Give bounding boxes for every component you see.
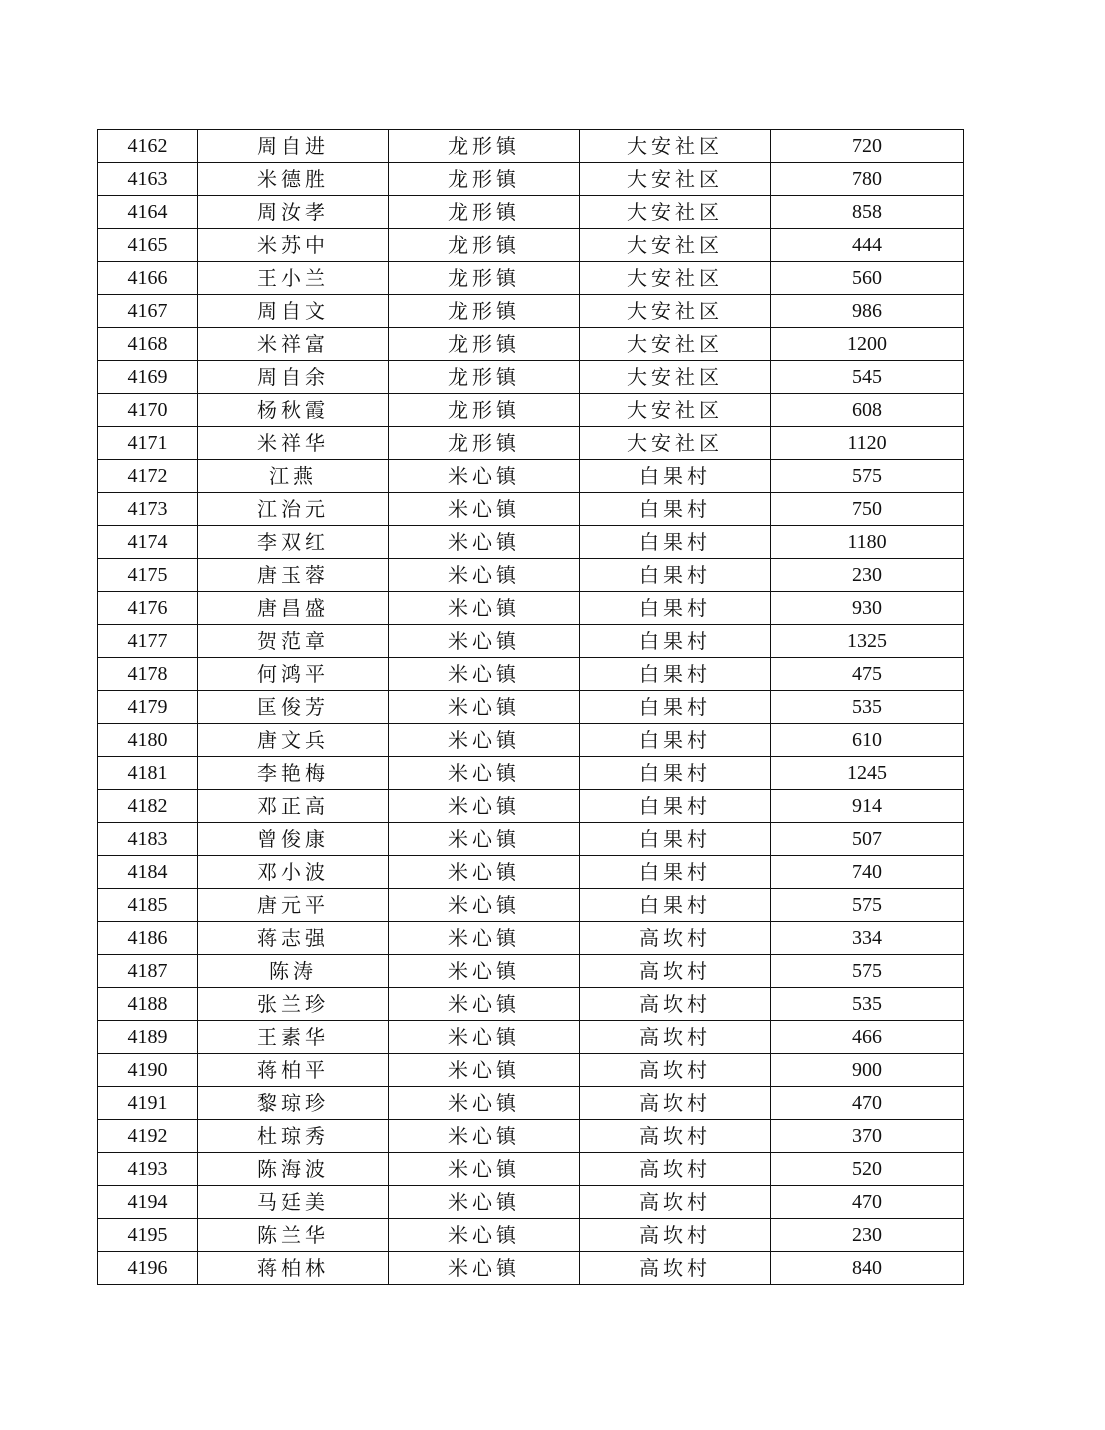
cell-amount: 750 — [771, 493, 964, 526]
cell-person-name: 蒋志强 — [198, 922, 389, 955]
cell-person-name: 江治元 — [198, 493, 389, 526]
cell-serial-number: 4168 — [98, 328, 198, 361]
cell-town: 米心镇 — [389, 493, 580, 526]
cell-amount: 470 — [771, 1186, 964, 1219]
cell-town: 米心镇 — [389, 856, 580, 889]
cell-person-name: 周汝孝 — [198, 196, 389, 229]
cell-person-name: 米祥富 — [198, 328, 389, 361]
table-row — [98, 691, 964, 724]
cell-serial-number: 4180 — [98, 724, 198, 757]
cell-serial-number: 4167 — [98, 295, 198, 328]
cell-town: 龙形镇 — [389, 163, 580, 196]
cell-person-name: 匡俊芳 — [198, 691, 389, 724]
cell-town: 米心镇 — [389, 889, 580, 922]
table-row — [98, 559, 964, 592]
cell-person-name: 王小兰 — [198, 262, 389, 295]
cell-town: 龙形镇 — [389, 394, 580, 427]
cell-village: 高坎村 — [580, 1186, 771, 1219]
table-row — [98, 1120, 964, 1153]
cell-town: 米心镇 — [389, 724, 580, 757]
cell-person-name: 米德胜 — [198, 163, 389, 196]
cell-amount: 475 — [771, 658, 964, 691]
cell-serial-number: 4189 — [98, 1021, 198, 1054]
cell-person-name: 蒋柏林 — [198, 1252, 389, 1285]
cell-town: 米心镇 — [389, 1120, 580, 1153]
cell-amount: 1120 — [771, 427, 964, 460]
table-row — [98, 460, 964, 493]
cell-person-name: 陈兰华 — [198, 1219, 389, 1252]
cell-serial-number: 4169 — [98, 361, 198, 394]
cell-amount: 507 — [771, 823, 964, 856]
cell-amount: 914 — [771, 790, 964, 823]
table-row — [98, 724, 964, 757]
cell-serial-number: 4192 — [98, 1120, 198, 1153]
cell-town: 米心镇 — [389, 559, 580, 592]
cell-person-name: 米苏中 — [198, 229, 389, 262]
cell-village: 高坎村 — [580, 922, 771, 955]
cell-serial-number: 4162 — [98, 130, 198, 163]
cell-village: 白果村 — [580, 790, 771, 823]
cell-person-name: 唐昌盛 — [198, 592, 389, 625]
cell-amount: 740 — [771, 856, 964, 889]
cell-amount: 560 — [771, 262, 964, 295]
cell-town: 龙形镇 — [389, 262, 580, 295]
roster-table — [97, 129, 964, 1285]
cell-village: 大安社区 — [580, 295, 771, 328]
cell-town: 米心镇 — [389, 526, 580, 559]
table-row — [98, 229, 964, 262]
cell-person-name: 陈海波 — [198, 1153, 389, 1186]
table-row — [98, 1186, 964, 1219]
cell-serial-number: 4196 — [98, 1252, 198, 1285]
cell-serial-number: 4195 — [98, 1219, 198, 1252]
table-row — [98, 1021, 964, 1054]
cell-amount: 535 — [771, 988, 964, 1021]
cell-serial-number: 4187 — [98, 955, 198, 988]
cell-village: 大安社区 — [580, 361, 771, 394]
roster-table-body — [98, 130, 964, 1285]
cell-town: 米心镇 — [389, 922, 580, 955]
cell-village: 白果村 — [580, 625, 771, 658]
cell-amount: 840 — [771, 1252, 964, 1285]
table-row — [98, 1087, 964, 1120]
cell-village: 大安社区 — [580, 196, 771, 229]
table-row — [98, 1153, 964, 1186]
cell-person-name: 江燕 — [198, 460, 389, 493]
cell-village: 大安社区 — [580, 163, 771, 196]
cell-village: 白果村 — [580, 526, 771, 559]
cell-village: 白果村 — [580, 460, 771, 493]
cell-town: 龙形镇 — [389, 361, 580, 394]
cell-town: 龙形镇 — [389, 295, 580, 328]
cell-town: 米心镇 — [389, 1252, 580, 1285]
table-row — [98, 790, 964, 823]
cell-serial-number: 4171 — [98, 427, 198, 460]
cell-person-name: 黎琼珍 — [198, 1087, 389, 1120]
cell-town: 龙形镇 — [389, 130, 580, 163]
cell-serial-number: 4184 — [98, 856, 198, 889]
cell-amount: 608 — [771, 394, 964, 427]
table-row — [98, 427, 964, 460]
cell-village: 高坎村 — [580, 988, 771, 1021]
table-row — [98, 1054, 964, 1087]
cell-village: 大安社区 — [580, 262, 771, 295]
cell-town: 龙形镇 — [389, 196, 580, 229]
cell-amount: 720 — [771, 130, 964, 163]
cell-serial-number: 4174 — [98, 526, 198, 559]
table-row — [98, 493, 964, 526]
cell-village: 白果村 — [580, 658, 771, 691]
cell-person-name: 邓小波 — [198, 856, 389, 889]
cell-village: 高坎村 — [580, 955, 771, 988]
cell-serial-number: 4182 — [98, 790, 198, 823]
cell-village: 白果村 — [580, 757, 771, 790]
cell-person-name: 马廷美 — [198, 1186, 389, 1219]
cell-person-name: 唐文兵 — [198, 724, 389, 757]
cell-amount: 444 — [771, 229, 964, 262]
cell-serial-number: 4170 — [98, 394, 198, 427]
table-row — [98, 625, 964, 658]
cell-town: 米心镇 — [389, 757, 580, 790]
cell-village: 高坎村 — [580, 1087, 771, 1120]
cell-person-name: 何鸿平 — [198, 658, 389, 691]
cell-person-name: 杨秋霞 — [198, 394, 389, 427]
table-row — [98, 196, 964, 229]
cell-amount: 1245 — [771, 757, 964, 790]
cell-village: 大安社区 — [580, 394, 771, 427]
cell-amount: 1200 — [771, 328, 964, 361]
cell-amount: 575 — [771, 955, 964, 988]
table-row — [98, 856, 964, 889]
table-row — [98, 988, 964, 1021]
cell-serial-number: 4164 — [98, 196, 198, 229]
table-row — [98, 757, 964, 790]
cell-amount: 545 — [771, 361, 964, 394]
cell-amount: 780 — [771, 163, 964, 196]
cell-person-name: 周自文 — [198, 295, 389, 328]
table-row — [98, 658, 964, 691]
cell-person-name: 李艳梅 — [198, 757, 389, 790]
cell-amount: 575 — [771, 889, 964, 922]
cell-village: 大安社区 — [580, 130, 771, 163]
cell-village: 白果村 — [580, 493, 771, 526]
cell-town: 龙形镇 — [389, 229, 580, 262]
cell-person-name: 唐玉蓉 — [198, 559, 389, 592]
table-row — [98, 163, 964, 196]
cell-serial-number: 4173 — [98, 493, 198, 526]
table-row — [98, 823, 964, 856]
cell-village: 高坎村 — [580, 1153, 771, 1186]
cell-amount: 470 — [771, 1087, 964, 1120]
cell-person-name: 周自余 — [198, 361, 389, 394]
table-row — [98, 361, 964, 394]
cell-amount: 858 — [771, 196, 964, 229]
cell-town: 米心镇 — [389, 1087, 580, 1120]
table-row — [98, 592, 964, 625]
cell-amount: 900 — [771, 1054, 964, 1087]
cell-person-name: 邓正高 — [198, 790, 389, 823]
table-row — [98, 328, 964, 361]
cell-serial-number: 4185 — [98, 889, 198, 922]
cell-town: 米心镇 — [389, 1153, 580, 1186]
cell-amount: 610 — [771, 724, 964, 757]
cell-amount: 334 — [771, 922, 964, 955]
cell-village: 大安社区 — [580, 427, 771, 460]
cell-serial-number: 4181 — [98, 757, 198, 790]
cell-town: 米心镇 — [389, 592, 580, 625]
cell-village: 白果村 — [580, 559, 771, 592]
cell-amount: 1325 — [771, 625, 964, 658]
cell-amount: 575 — [771, 460, 964, 493]
cell-serial-number: 4163 — [98, 163, 198, 196]
cell-person-name: 曾俊康 — [198, 823, 389, 856]
table-row — [98, 394, 964, 427]
cell-town: 龙形镇 — [389, 328, 580, 361]
table-row — [98, 130, 964, 163]
cell-serial-number: 4190 — [98, 1054, 198, 1087]
table-row — [98, 955, 964, 988]
cell-amount: 370 — [771, 1120, 964, 1153]
table-row — [98, 262, 964, 295]
cell-serial-number: 4178 — [98, 658, 198, 691]
cell-town: 米心镇 — [389, 691, 580, 724]
cell-village: 白果村 — [580, 592, 771, 625]
cell-serial-number: 4194 — [98, 1186, 198, 1219]
cell-person-name: 贺范章 — [198, 625, 389, 658]
cell-amount: 520 — [771, 1153, 964, 1186]
cell-town: 米心镇 — [389, 1054, 580, 1087]
cell-town: 米心镇 — [389, 625, 580, 658]
cell-town: 米心镇 — [389, 988, 580, 1021]
cell-serial-number: 4175 — [98, 559, 198, 592]
cell-amount: 230 — [771, 559, 964, 592]
cell-serial-number: 4176 — [98, 592, 198, 625]
cell-person-name: 陈涛 — [198, 955, 389, 988]
cell-amount: 535 — [771, 691, 964, 724]
table-row — [98, 295, 964, 328]
cell-town: 米心镇 — [389, 1186, 580, 1219]
cell-town: 米心镇 — [389, 460, 580, 493]
cell-person-name: 周自进 — [198, 130, 389, 163]
cell-serial-number: 4179 — [98, 691, 198, 724]
cell-village: 大安社区 — [580, 328, 771, 361]
cell-person-name: 米祥华 — [198, 427, 389, 460]
table-row — [98, 526, 964, 559]
cell-serial-number: 4172 — [98, 460, 198, 493]
cell-serial-number: 4165 — [98, 229, 198, 262]
cell-serial-number: 4183 — [98, 823, 198, 856]
cell-person-name: 蒋柏平 — [198, 1054, 389, 1087]
cell-town: 米心镇 — [389, 1219, 580, 1252]
cell-town: 米心镇 — [389, 823, 580, 856]
cell-serial-number: 4191 — [98, 1087, 198, 1120]
cell-village: 高坎村 — [580, 1054, 771, 1087]
cell-amount: 466 — [771, 1021, 964, 1054]
cell-village: 白果村 — [580, 724, 771, 757]
cell-village: 白果村 — [580, 856, 771, 889]
cell-village: 高坎村 — [580, 1252, 771, 1285]
cell-village: 高坎村 — [580, 1120, 771, 1153]
cell-village: 高坎村 — [580, 1219, 771, 1252]
cell-town: 米心镇 — [389, 955, 580, 988]
cell-village: 高坎村 — [580, 1021, 771, 1054]
cell-village: 大安社区 — [580, 229, 771, 262]
cell-amount: 1180 — [771, 526, 964, 559]
cell-amount: 986 — [771, 295, 964, 328]
cell-serial-number: 4186 — [98, 922, 198, 955]
cell-serial-number: 4188 — [98, 988, 198, 1021]
table-row — [98, 922, 964, 955]
cell-person-name: 李双红 — [198, 526, 389, 559]
cell-person-name: 唐元平 — [198, 889, 389, 922]
cell-village: 白果村 — [580, 691, 771, 724]
table-row — [98, 889, 964, 922]
cell-village: 白果村 — [580, 889, 771, 922]
cell-serial-number: 4177 — [98, 625, 198, 658]
cell-amount: 930 — [771, 592, 964, 625]
cell-town: 龙形镇 — [389, 427, 580, 460]
cell-person-name: 杜琼秀 — [198, 1120, 389, 1153]
cell-town: 米心镇 — [389, 658, 580, 691]
cell-person-name: 张兰珍 — [198, 988, 389, 1021]
table-row — [98, 1252, 964, 1285]
cell-town: 米心镇 — [389, 790, 580, 823]
cell-village: 白果村 — [580, 823, 771, 856]
cell-serial-number: 4166 — [98, 262, 198, 295]
cell-serial-number: 4193 — [98, 1153, 198, 1186]
cell-town: 米心镇 — [389, 1021, 580, 1054]
cell-amount: 230 — [771, 1219, 964, 1252]
cell-person-name: 王素华 — [198, 1021, 389, 1054]
table-row — [98, 1219, 964, 1252]
